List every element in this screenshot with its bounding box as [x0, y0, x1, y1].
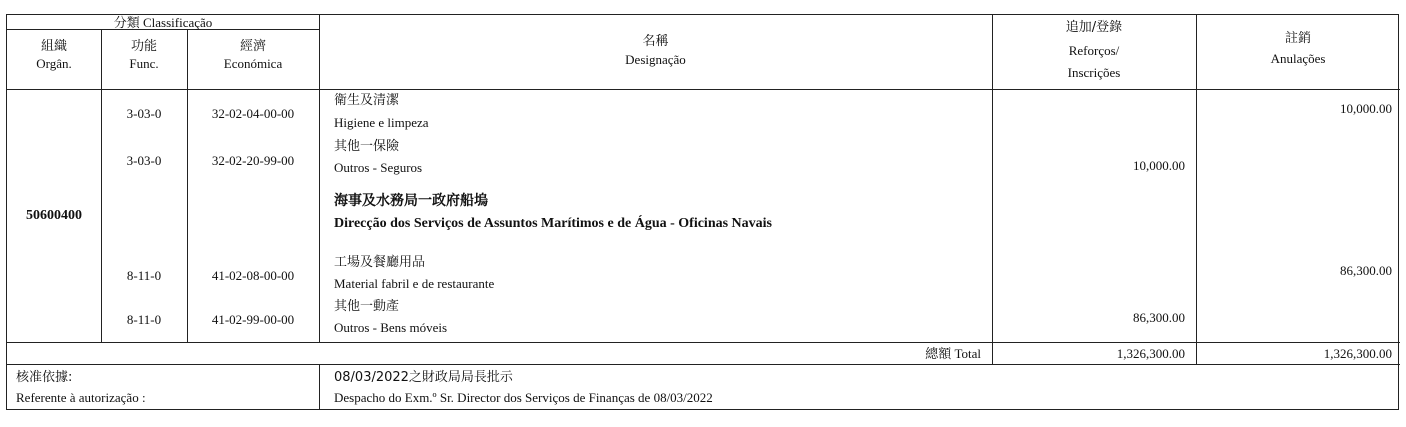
- row-name-pt: Outros - Bens móveis: [334, 320, 448, 335]
- row-name-pt: Higiene e limpeza: [334, 115, 429, 130]
- department-name-pt: Direcção dos Serviços de Assuntos Marítimos e de Água - Oficinas Navais: [334, 216, 772, 231]
- row-name-zh: 工場及餐廳用品: [334, 255, 426, 270]
- row-econ: 32-02-04-00-00: [211, 106, 295, 121]
- row-reinforcement: 10,000.00: [1133, 158, 1185, 173]
- row-func: 8-11-0: [126, 312, 162, 327]
- row-econ: 41-02-99-00-00: [211, 312, 295, 327]
- row-func: 3-03-0: [126, 153, 162, 168]
- func-header-pt: Func.: [129, 56, 159, 71]
- row-annulment: 86,300.00: [1340, 263, 1392, 278]
- row-annulment: 10,000.00: [1340, 101, 1392, 116]
- total-annulments: 1,326,300.00: [1323, 346, 1392, 361]
- designation-header-zh: 名稱: [642, 34, 669, 49]
- total-bottom-rule: [7, 364, 1400, 365]
- func-header-zh: 功能: [130, 39, 157, 54]
- classification-header: 分類 Classificação: [113, 15, 213, 30]
- header-bottom-rule: [7, 89, 1400, 90]
- col-divider-organ: [101, 29, 102, 342]
- annulment-header-pt: Anulações: [1270, 51, 1326, 66]
- col-divider-func: [187, 29, 188, 342]
- row-reinforcement: 86,300.00: [1133, 310, 1185, 325]
- row-name-zh: 衛生及清潔: [334, 93, 400, 108]
- reinforcement-header-pt2: Inscrições: [1067, 65, 1121, 80]
- row-func: 8-11-0: [126, 268, 162, 283]
- organ-header-pt: Orgân.: [36, 56, 72, 71]
- reinforcement-header-pt1: Reforços/: [1068, 43, 1120, 58]
- organ-code: 50600400: [26, 208, 82, 223]
- econ-header-zh: 經濟: [239, 39, 266, 54]
- reinforcement-header-zh: 追加/登錄: [1065, 20, 1123, 35]
- authorization-label-zh: 核准依據:: [16, 370, 73, 385]
- row-econ: 32-02-20-99-00: [211, 153, 295, 168]
- designation-header-pt: Designação: [625, 52, 686, 67]
- department-name-zh: 海事及水務局一政府船塢: [334, 193, 488, 209]
- auth-divider: [319, 364, 320, 409]
- authorization-label-pt: Referente à autorização :: [16, 390, 146, 405]
- total-top-rule: [7, 342, 1400, 343]
- row-econ: 41-02-08-00-00: [211, 268, 295, 283]
- organ-header-zh: 組織: [40, 39, 67, 54]
- econ-header-pt: Económica: [223, 56, 283, 71]
- annulment-header-zh: 註銷: [1284, 31, 1311, 46]
- row-func: 3-03-0: [126, 106, 162, 121]
- row-name-pt: Outros - Seguros: [334, 160, 423, 175]
- row-name-zh: 其他一保險: [334, 139, 400, 154]
- budget-table: [6, 14, 1399, 410]
- authorization-value-zh: 08/03/2022之財政局局長批示: [334, 370, 513, 385]
- total-label: 總額 Total: [925, 346, 981, 361]
- row-name-zh: 其他一動產: [334, 299, 400, 314]
- total-reinforcements: 1,326,300.00: [1116, 346, 1185, 361]
- authorization-value-pt: Despacho do Exm.º Sr. Director dos Serviços de Finanças de 08/03/2022: [334, 390, 713, 405]
- col-divider-reinforcement: [1196, 15, 1197, 364]
- row-name-pt: Material fabril e de restaurante: [334, 276, 495, 291]
